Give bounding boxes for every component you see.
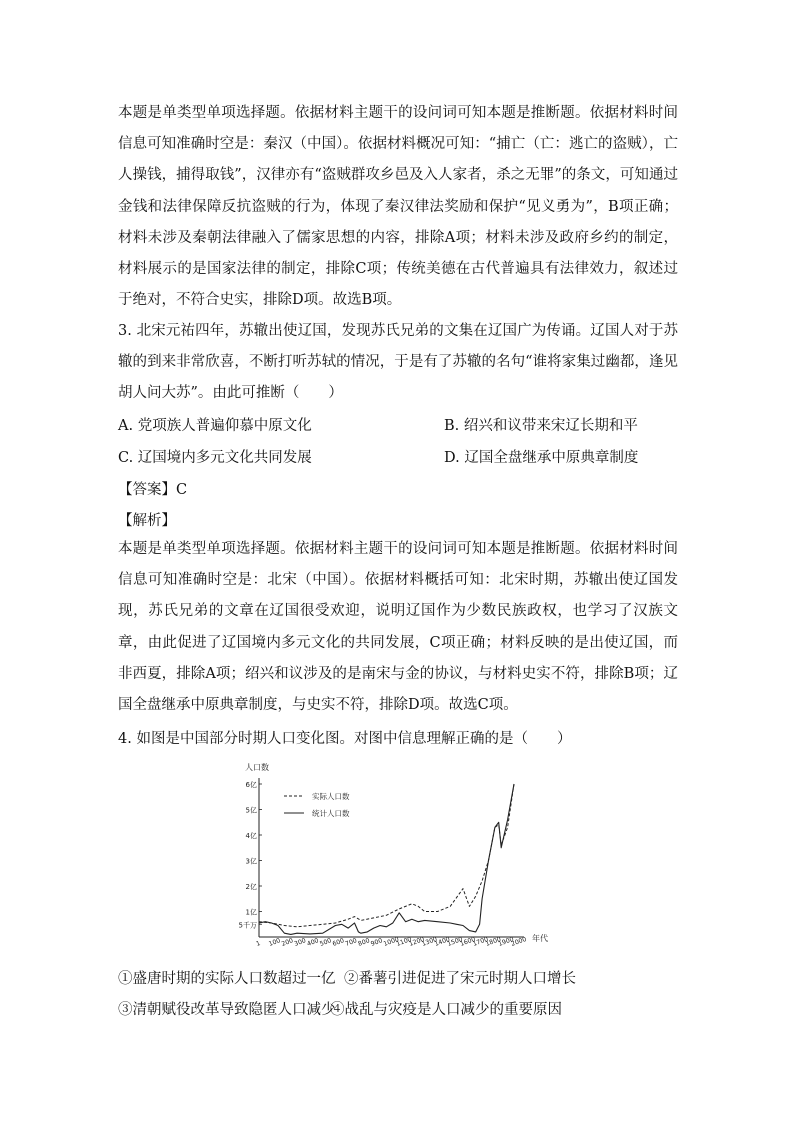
x-tick-label: 1600	[459, 935, 477, 948]
y-tick-label: 2亿	[245, 883, 257, 891]
x-tick-label: 1000	[382, 935, 400, 948]
q3-option-b: B. 绍兴和议带来宋辽长期和平	[444, 418, 638, 434]
y-tick-label: 5亿	[245, 806, 257, 815]
q4-stem: 4. 如图是中国部分时期人口变化图。对图中信息理解正确的是（ ）	[118, 731, 572, 747]
series-line-actual	[259, 784, 514, 927]
x-tick-label: 1	[255, 939, 262, 948]
x-tick-label: 900	[369, 937, 384, 948]
x-tick-label: 200	[280, 937, 295, 948]
x-tick-label: 500	[318, 937, 333, 948]
q3-analysis: 本题是单类型单项选择题。依据材料主题干的设问词可知本题是推断题。依据材料时间信息可知准确时空是：北宋（中国）。依据材料概括可知：北宋时期，苏辙出使辽国发现，苏氏兄弟的文章在辽国很受欢迎，说明辽国作为少数民族政权，也学习了汉族文章，由此促进了辽国境内多元文化的共同发展，C项正确；材料反映的是出使辽国，而非西夏，排除A项；绍兴和议涉及的是南宋与金的协议，与材料史实不符，排除B项；辽国全盘继承中原典章制度，与史实不符，排除D项。故选C项。	[118, 541, 678, 714]
q3-option-a: A. 党项族人普遍仰慕中原文化	[118, 418, 312, 434]
x-tick-label: 1900	[497, 935, 515, 948]
q3-answer: 【答案】C	[118, 482, 188, 498]
population-chart	[226, 760, 556, 950]
q4-statement-3: ③清朝赋役改革导致隐匿人口减少	[118, 1002, 336, 1018]
q3-option-d: D. 辽国全盘继承中原典章制度	[444, 450, 639, 466]
legend-label: 实际人口数	[312, 792, 350, 801]
q2-analysis: 本题是单类型单项选择题。依据材料主题干的设问词可知本题是推断题。依据材料时间信息可知准确时空是：秦汉（中国）。依据材料概况可知：“捕亡（亡：逃亡的盗贼），亡人操钱，捕得取钱”，汉律亦有“盗贼群攻乡邑及入人家者，杀之无罪”的条文，可知通过金钱和法律保障反抗盗贼的行为，体现了秦汉律法奖励和保护“见义勇为”，B项正确；材料未涉及秦朝法律融入了儒家思想的内容，排除A项；材料未涉及政府乡约的制定，材料展示的是国家法律的制定，排除C项；传统美德在古代普遍具有法律效力，叙述过于绝对，不符合史实，排除D项。故选B项。	[118, 105, 678, 309]
y-tick-label: 6亿	[245, 781, 257, 789]
q3-analysis-label: 【解析】	[118, 513, 176, 529]
chart-legend	[284, 791, 350, 818]
x-tick-label: 1200	[408, 935, 426, 948]
chart-axes	[245, 762, 548, 943]
x-tick-label: 1800	[484, 935, 502, 948]
x-tick-label: 1700	[472, 935, 490, 948]
legend-label: 统计人口数	[312, 809, 350, 818]
chart-lines	[259, 784, 514, 934]
x-tick-label: 400	[306, 937, 320, 948]
x-tick-label: 300	[293, 937, 307, 948]
x-tick-label: 700	[344, 937, 358, 948]
y-axis-label: 人口数	[245, 763, 269, 772]
x-axis-label: 年代	[532, 934, 548, 943]
q3-stem: 3. 北宋元祐四年，苏辙出使辽国，发现苏氏兄弟的文集在辽国广为传诵。辽国人对于苏辙的到来非常欣喜，不断打听苏轼的情况，于是有了苏辙的名句“谁将家集过幽都，逢见胡人问大苏”。由此可推断（ ）	[118, 323, 678, 402]
x-tick-label: 2000	[510, 935, 528, 948]
x-tick-label: 1400	[433, 935, 451, 948]
x-tick-label: 800	[357, 937, 371, 948]
y-tick-label: 5千万	[238, 921, 257, 930]
q4-statement-2: ②番薯引进促进了宋元时期人口增长	[344, 971, 576, 987]
series-line-statistical	[259, 784, 514, 934]
chart-ticks	[239, 780, 528, 948]
x-tick-label: 1300	[420, 935, 439, 948]
x-tick-label: 100	[267, 937, 282, 948]
y-tick-label: 3亿	[245, 857, 257, 866]
x-tick-label: 1100	[395, 935, 413, 948]
y-tick-label: 4亿	[245, 832, 257, 840]
y-tick-label: 1亿	[245, 908, 257, 917]
x-tick-label: 1500	[446, 935, 464, 948]
q4-statement-4: ④战乱与灾疫是人口减少的重要原因	[330, 1002, 562, 1018]
q3-option-c: C. 辽国境内多元文化共同发展	[118, 450, 312, 466]
x-tick-label: 600	[331, 937, 346, 948]
q4-statement-1: ①盛唐时期的实际人口数超过一亿	[118, 971, 336, 987]
